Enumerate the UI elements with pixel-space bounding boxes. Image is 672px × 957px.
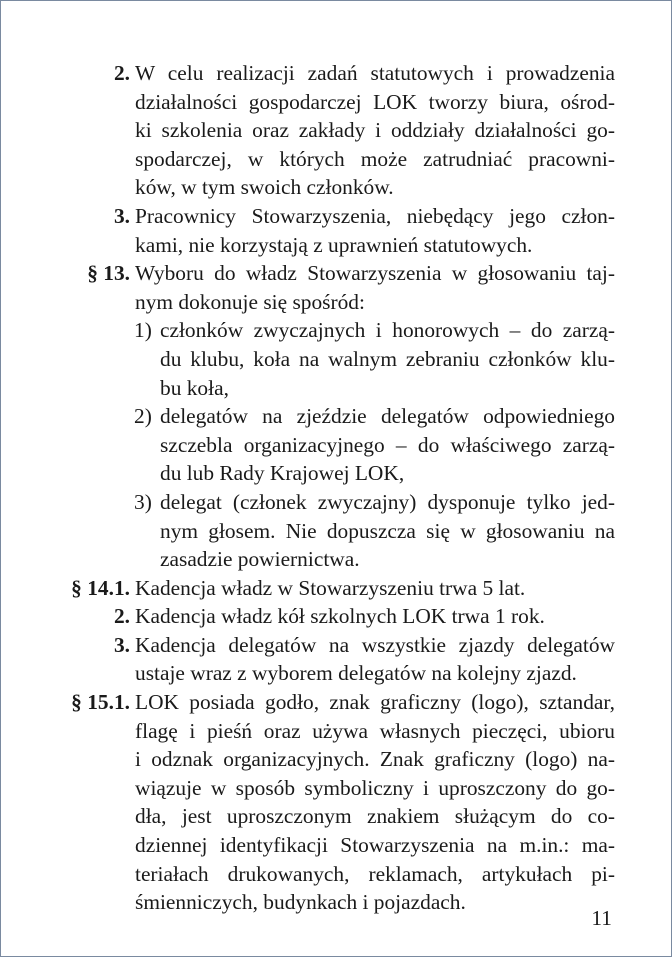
section-14-1 xyxy=(1,574,672,603)
text-line: śmienniczych, budynkach i pojazdach. xyxy=(135,890,466,915)
text-line: ustaje wraz z wyborem delegatów na kolejny zjazd. xyxy=(135,661,577,686)
text-line: Kadencja władz w Stowarzyszeniu trwa 5 lat. xyxy=(135,575,526,600)
text-line: zasadzie powiernictwa. xyxy=(160,547,360,572)
paragraph-2 xyxy=(1,59,672,202)
section-number: § 13. xyxy=(87,261,130,286)
text-line: ków, w tym swoich członków. xyxy=(135,175,394,200)
paragraph-3 xyxy=(1,202,672,259)
text-line: Pracownicy Stowarzyszenia, niebędący jego człon- xyxy=(135,203,615,228)
text-line: teriałach drukowanych, reklamach, artykułach pi- xyxy=(135,861,615,886)
text-line: LOK posiada godło, znak graficzny (logo), sztandar, xyxy=(135,690,615,715)
text-line: kami, nie korzystają z uprawnień statutowych. xyxy=(135,232,533,257)
text-line: bu koła, xyxy=(160,375,229,400)
text-line: nym dokonuje się spośród: xyxy=(135,289,365,314)
text-line: delegat (członek zwyczajny) dysponuje tylko jed- xyxy=(160,489,615,514)
list-item-number: 3) xyxy=(134,489,152,514)
paragraph-number: 2. xyxy=(113,61,130,85)
paragraph-number: 2. xyxy=(113,604,130,629)
text-line: dziennej identyfikacji Stowarzyszenia na m.in.: ma- xyxy=(135,833,615,858)
text-line: członków zwyczajnych i honorowych – do zarzą- xyxy=(160,318,615,343)
text-line: spodarczej, w których może zatrudniać pracowni- xyxy=(135,146,615,171)
list-item-number: 1) xyxy=(134,318,152,343)
list-item xyxy=(1,316,672,402)
list-item-number: 2) xyxy=(134,404,152,429)
text-line: ki szkolenia oraz zakłady i oddziały działalności go- xyxy=(135,118,615,143)
text-line: działalności gospodarczej LOK tworzy biura, ośrod- xyxy=(135,89,615,114)
text-line: Kadencja władz kół szkolnych LOK trwa 1 rok. xyxy=(135,604,545,629)
section-14-3 xyxy=(1,631,672,688)
statute-text xyxy=(1,59,672,917)
text-line: du lub Rady Krajowej LOK, xyxy=(160,461,405,486)
text-line: wiązuje w sposób symboliczny i uproszczony do go- xyxy=(135,775,615,800)
text-line: du klubu, koła na walnym zebraniu członków klu- xyxy=(160,346,615,371)
text-line: szczebla organizacyjnego – do właściwego zarzą- xyxy=(160,432,615,457)
text-line: flagę i pieśń oraz używa własnych pieczęci, ubioru xyxy=(135,718,615,743)
text-line: nym głosem. Nie dopuszcza się w głosowaniu na xyxy=(160,518,615,543)
section-number: § 14.1. xyxy=(71,575,130,600)
text-line: dła, jest uproszczonym znakiem służącym do co- xyxy=(135,804,615,829)
page-number: 11 xyxy=(591,906,612,930)
text-line: W celu realizacji zadań statutowych i prowadzenia xyxy=(135,61,615,85)
paragraph-number: 3. xyxy=(113,632,130,657)
section-number: § 15.1. xyxy=(71,690,130,715)
text-line: Wyboru do władz Stowarzyszenia w głosowaniu taj- xyxy=(135,261,615,286)
section-15-1 xyxy=(1,688,672,917)
section-14-2 xyxy=(1,602,672,631)
list-item xyxy=(1,488,672,574)
section-13 xyxy=(1,259,672,316)
paragraph-number: 3. xyxy=(113,203,130,228)
text-line: delegatów na zjeździe delegatów odpowiedniego xyxy=(160,404,615,429)
list-item xyxy=(1,402,672,488)
text-line: Kadencja delegatów na wszystkie zjazdy delegatów xyxy=(135,632,615,657)
text-line: i odznak organizacyjnych. Znak graficzny (logo) na- xyxy=(135,747,615,772)
